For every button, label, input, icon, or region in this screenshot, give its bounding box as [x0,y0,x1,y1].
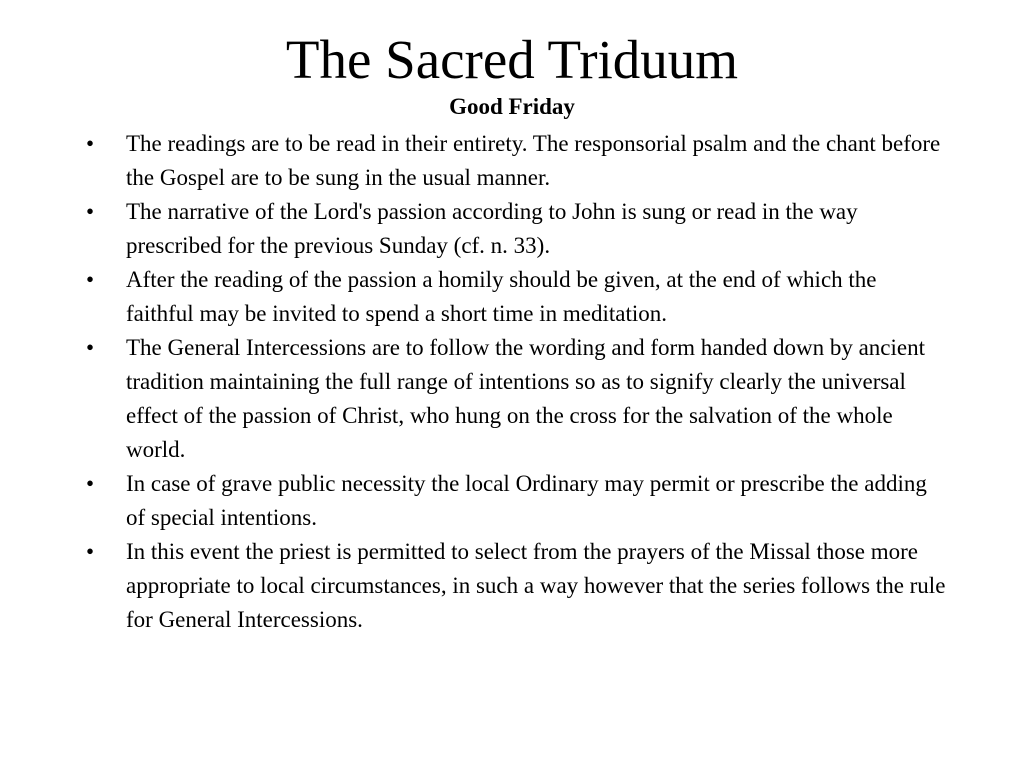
bullet-item [86,195,946,263]
bullet-marker: • [86,131,95,156]
slide-subtitle: Good Friday [449,94,575,119]
bullet-marker: • [86,199,95,224]
slide-title: The Sacred Triduum [285,29,739,90]
bullet-text: The readings are to be read in their entirety. The responsorial psalm and the chant before the Gospel are to be sung in the usual manner. [126,131,941,190]
bullet-marker: • [86,335,95,360]
bullet-text: After the reading of the passion a homily should be given, at the end of which the faithful may be invited to spend a short time in meditation. [126,267,877,326]
bullet-item [86,535,946,637]
bullet-marker: • [86,539,95,564]
bullet-marker: • [86,267,95,292]
bullet-text: In case of grave public necessity the local Ordinary may permit or prescribe the adding of special intentions. [126,471,927,530]
bullet-item [86,263,946,331]
bullet-text: In this event the priest is permitted to select from the prayers of the Missal those more appropriate to local circumstances, in such a way however that the series follows the rule for General Intercessions. [126,539,946,632]
bullet-text: The General Intercessions are to follow the wording and form handed down by ancient tradition maintaining the full range of intentions so as to signify clearly the universal effect of the passion of Christ, who hung on the cross for the salvation of the whole world. [126,335,925,462]
bullet-list [86,127,946,637]
bullet-text: The narrative of the Lord's passion according to John is sung or read in the way prescribed for the previous Sunday (cf. n. 33). [126,199,858,258]
bullet-item [86,127,946,195]
bullet-item [86,467,946,535]
bullet-item [86,331,946,467]
bullet-marker: • [86,471,95,496]
